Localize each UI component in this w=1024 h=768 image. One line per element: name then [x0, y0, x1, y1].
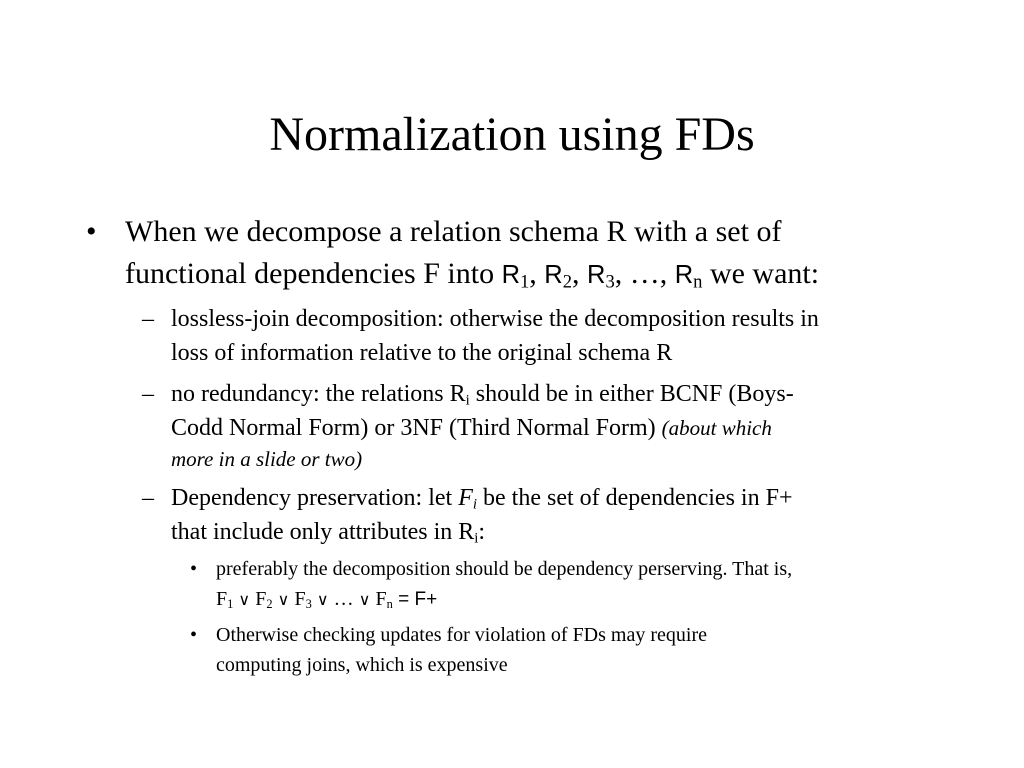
bullet-glyph: •: [190, 558, 198, 580]
dash-glyph: –: [142, 306, 154, 332]
subsubbullet-line: computing joins, which is expensive: [216, 654, 508, 676]
subbullet-line: loss of information relative to the original schema R: [171, 340, 673, 366]
subbullet-line: no redundancy: the relations $R_i$ should be in either BCNF (Boys-: [171, 381, 794, 409]
subbullet-line: that include only attributes in $R_i$:: [171, 519, 486, 547]
bullet-line: functional dependencies F into $R_1$, $R_2$, $R_3$, …, $R_n$ we want:: [125, 257, 820, 293]
bullet-glyph: •: [190, 624, 198, 646]
subbullet-line: Dependency preservation: let $F_i$ be the set of dependencies in F+: [171, 485, 793, 513]
bullet-glyph: •: [86, 215, 97, 248]
subbullet-line: Codd Normal Form) or 3NF (Third Normal Form) (about which: [171, 415, 772, 441]
subsubbullet-line: Otherwise checking updates for violation of FDs may require: [216, 624, 707, 646]
slide-title: Normalization using FDs: [269, 108, 755, 161]
dash-glyph: –: [142, 485, 154, 511]
subbullet-line: more in a slide or two): [171, 447, 363, 471]
subbullet-line: lossless-join decomposition: otherwise the decomposition results in: [171, 306, 819, 332]
fd-union-formula: $F_1$ ∨ $F_2$ ∨ $F_3$ ∨ … ∨ $F_n = F+$: [216, 588, 438, 612]
subsubbullet-line: preferably the decomposition should be dependency perserving. That is,: [216, 558, 793, 580]
bullet-line: When we decompose a relation schema R with a set of: [125, 215, 782, 248]
dash-glyph: –: [142, 381, 154, 407]
